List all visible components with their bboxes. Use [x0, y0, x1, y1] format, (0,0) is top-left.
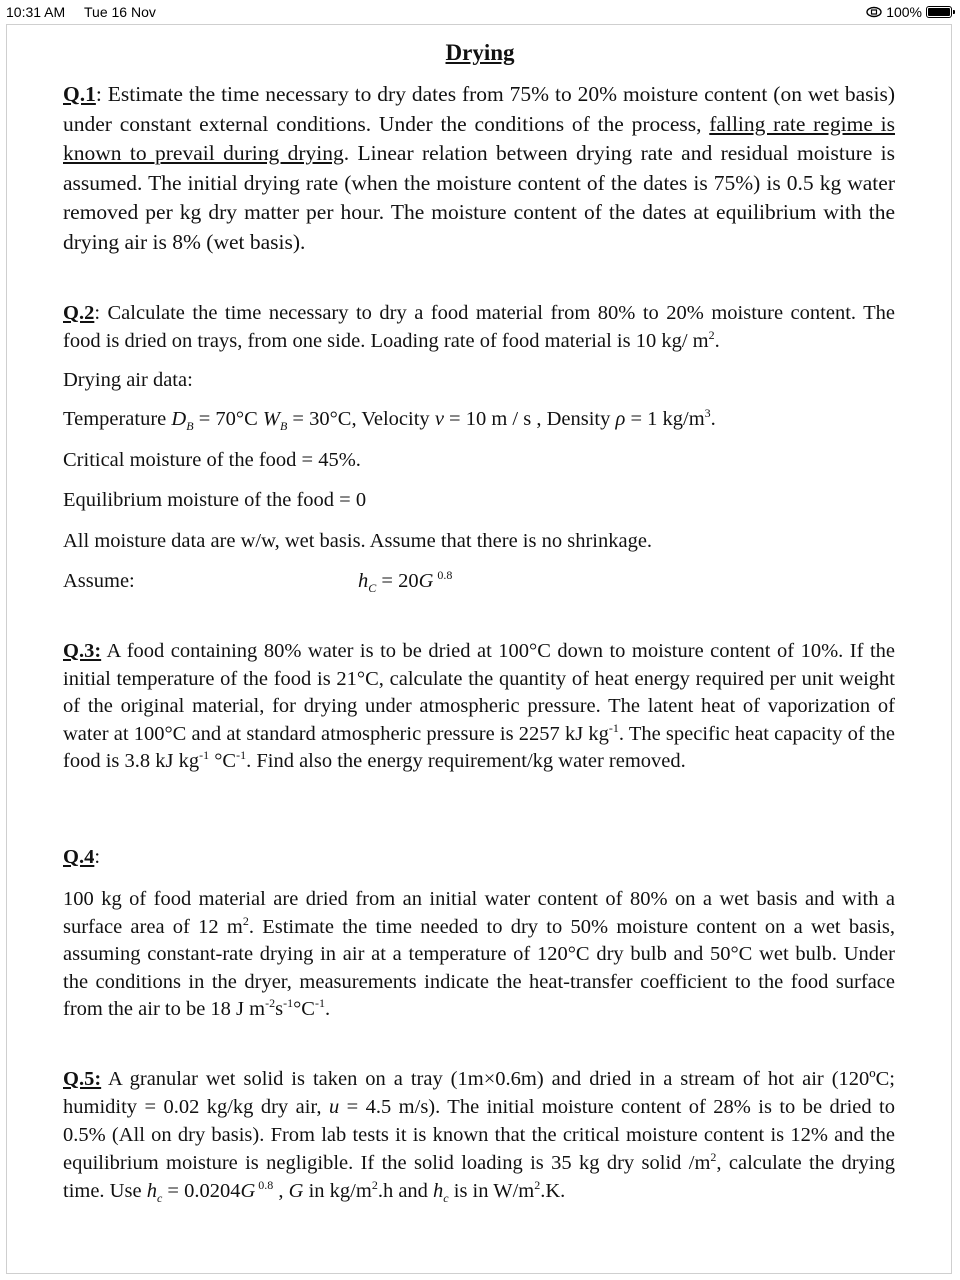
- temp-prefix: Temperature: [63, 408, 172, 430]
- question-3-label: Q.3:: [63, 640, 102, 662]
- question-2-end: .: [714, 330, 720, 352]
- question-1-underlined: falling rate regime is known to prevail during drying: [63, 111, 895, 165]
- q4-exp-2: -2: [265, 996, 276, 1011]
- density-symbol: ρ: [615, 408, 626, 430]
- question-2-exp: 2: [708, 328, 715, 343]
- question-4-text-5: .: [324, 998, 331, 1021]
- question-5-text: A granular wet solid is taken on a tray (1m×0.6m) and dried in a stream of hot air (120ºC; humidity = 0.02 kg/kg dry air,: [63, 1068, 895, 1118]
- db-symbol: D: [171, 408, 187, 430]
- question-1: [63, 80, 895, 257]
- question-3-text-2: . The specific heat capacity of the food is 3.8 kJ kg: [63, 722, 895, 773]
- question-5-text-6: in kg/m: [303, 1180, 372, 1202]
- question-4-heading: [63, 846, 100, 869]
- drying-air-heading: Drying air data:: [63, 369, 193, 391]
- q4-exp-1: 2: [242, 913, 249, 928]
- question-5: [63, 1065, 895, 1205]
- q5-exp-3: 2: [371, 1178, 378, 1193]
- q5-exp-1: 2: [710, 1150, 717, 1165]
- question-5-text-3: , calculate the drying time. Use: [63, 1152, 895, 1202]
- hc-sub: C: [368, 581, 377, 596]
- assume-label: Assume:: [63, 570, 135, 592]
- q5-hc2-sub: c: [443, 1191, 449, 1206]
- q5-hc-sub: c: [156, 1191, 163, 1206]
- hc-g: G: [418, 570, 434, 592]
- q5-g2-symbol: G: [288, 1180, 304, 1202]
- q5-hc-symbol: h: [146, 1180, 157, 1202]
- density-value: = 1 kg/m: [625, 408, 705, 430]
- status-time: 10:31 AM: [6, 4, 66, 20]
- question-5-text-9: .K.: [540, 1180, 566, 1202]
- page-title: Drying: [445, 40, 515, 65]
- velocity-value: = 10 m / s , Density: [443, 408, 616, 430]
- question-5-text-4: = 0.0204: [162, 1180, 241, 1202]
- question-4: [63, 886, 895, 1024]
- question-2-text: : Calculate the time necessary to dry a food material from 80% to 20% moisture content. The food is dried on trays, from one side. Loading rate of food material is 10 kg/ m: [63, 302, 895, 352]
- hc-exp: 0.8: [437, 568, 453, 583]
- battery-percent: 100%: [886, 4, 922, 20]
- q4-exp-4: -1: [314, 996, 325, 1011]
- question-2: [63, 299, 895, 355]
- question-1-label: Q.1: [63, 82, 96, 106]
- question-4-colon: :: [94, 846, 101, 868]
- question-3-text: A food containing 80% water is to be dried at 100°C down to moisture content of 10%. If the initial temperature of the food is 21°C, calculate the quantity of heat energy required per unit weight of the original material, for drying under atmospheric pressure. The latent heat of vaporization of water at 100°C and at standard atmospheric pressure is 2257 kJ kg: [63, 640, 895, 745]
- question-3-text-3: °C: [209, 750, 237, 773]
- hc-equation: [358, 568, 453, 596]
- question-2-label: Q.2: [63, 302, 95, 324]
- question-4-text-3: s: [275, 998, 284, 1021]
- status-bar: [0, 0, 960, 24]
- question-5-text-5: ,: [273, 1180, 289, 1202]
- db-value: = 70°C: [193, 408, 263, 430]
- question-4-text-2: . Estimate the time needed to dry to 50% moisture content on a wet basis, assuming constant-rate drying in air at a temperature of 120°C dry bulb and 50°C wet bulb. Under the conditions in the dryer, measurements indicate the heat-transfer coefficient to the food surface from the air to be 18 J m: [63, 915, 896, 1021]
- question-5-text-8: is in W/m: [448, 1180, 535, 1202]
- wb-sub: B: [279, 419, 288, 434]
- density-exp: 3: [704, 406, 711, 421]
- hc-eq: = 20: [376, 570, 419, 592]
- hc-symbol: h: [358, 570, 369, 592]
- question-5-text-7: .h and: [377, 1180, 434, 1202]
- q5-exp-2: 0.8: [255, 1178, 274, 1193]
- q5-exp-4: 2: [534, 1178, 541, 1193]
- status-date: Tue 16 Nov: [84, 4, 156, 20]
- question-4-text-4: °C: [293, 998, 315, 1021]
- q5-g-symbol: G: [240, 1180, 256, 1202]
- question-1-text-end: . Linear relation between drying rate and residual moisture is assumed. The initial drying rate (when the moisture content of the dates is 75%) is 0.5 kg water removed per kg dry matter per hour. The moisture content of the dates at equilibrium with the drying air is 8% (wet basis).: [63, 141, 895, 254]
- moisture-basis-note: All moisture data are w/w, wet basis. Assume that there is no shrinkage.: [63, 530, 653, 552]
- question-4-text: 100 kg of food material are dried from an initial water content of 80% on a wet basis and with a surface area of 12 m: [63, 888, 895, 938]
- q3-exp-1: -1: [608, 720, 619, 735]
- q3-exp-3: -1: [236, 748, 247, 763]
- q3-exp-2: -1: [199, 748, 210, 763]
- drying-air-conditions: [63, 406, 716, 434]
- question-5-label: Q.5:: [63, 1068, 102, 1090]
- wb-value: = 30°C, Velocity: [287, 408, 435, 430]
- density-end: .: [710, 408, 716, 430]
- question-5-text-2: = 4.5 m/s). The initial moisture content of 28% is to be dried to 0.5% (All on dry basis). From lab tests it is known that the critical moisture content is 12% and the equilibrium moisture is negligible. If the solid loading is 35 kg dry solid /m: [63, 1096, 895, 1174]
- critical-moisture: Critical moisture of the food = 45%.: [63, 449, 361, 471]
- db-sub: B: [186, 419, 194, 434]
- question-3-text-4: . Find also the energy requirement/kg water removed.: [246, 750, 686, 773]
- q5-hc2-symbol: h: [433, 1180, 444, 1202]
- u-symbol: u: [328, 1096, 340, 1118]
- equilibrium-moisture: Equilibrium moisture of the food = 0: [63, 489, 367, 511]
- question-1-text: : Estimate the time necessary to dry dates from 75% to 20% moisture content (on wet basis) under constant external conditions. Under the conditions of the process,: [63, 82, 895, 136]
- wb-symbol: W: [262, 408, 280, 430]
- velocity-symbol: v: [434, 408, 444, 430]
- question-3: [63, 638, 895, 776]
- rotation-lock-icon: [866, 6, 882, 18]
- question-4-label: Q.4: [63, 846, 95, 868]
- status-right: [866, 4, 952, 20]
- battery-icon: [926, 6, 952, 18]
- q4-exp-3: -1: [283, 996, 294, 1011]
